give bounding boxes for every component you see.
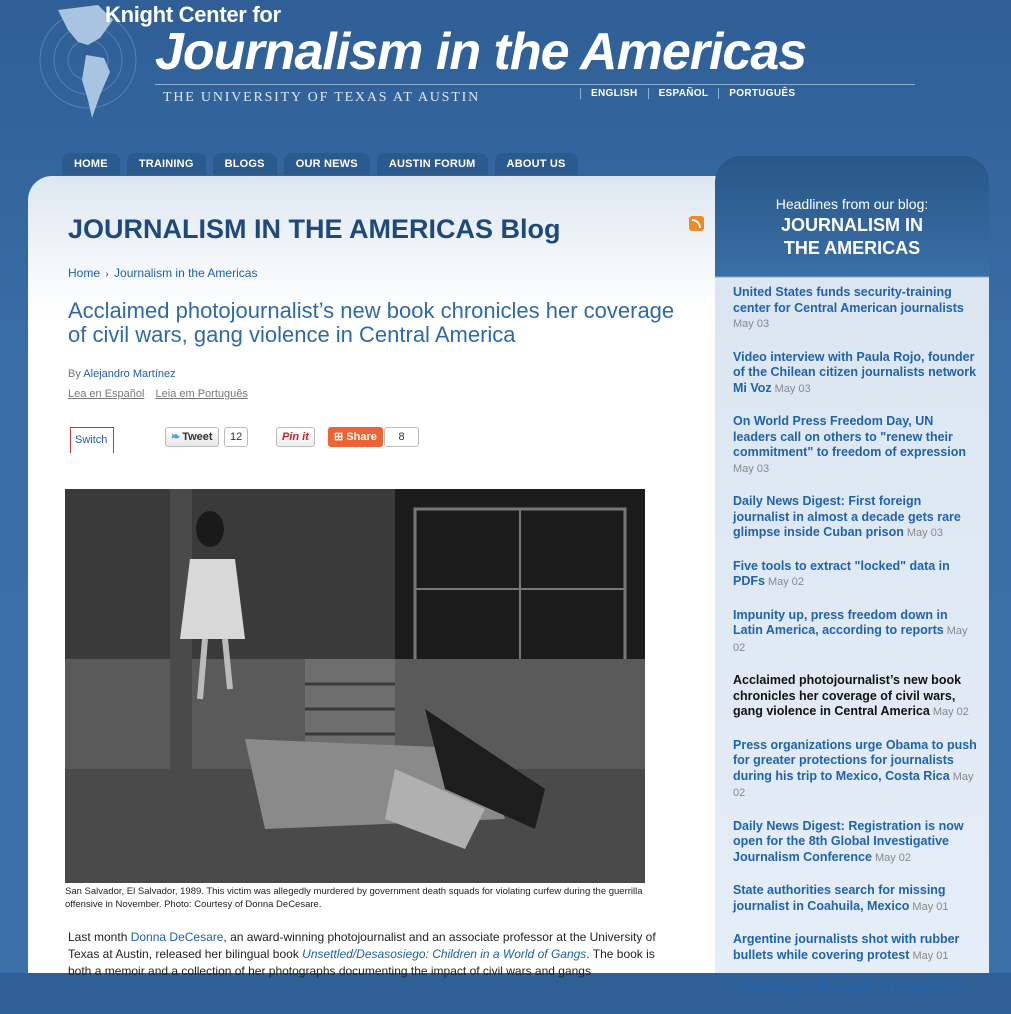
list-item[interactable] bbox=[733, 350, 979, 398]
social-bar bbox=[70, 427, 670, 457]
article-photo[interactable] bbox=[65, 489, 645, 883]
list-item[interactable] bbox=[733, 883, 979, 915]
article-headline: Acclaimed photojournalist’s new book chronicles her coverage of civil wars, gang violence in Central America bbox=[68, 298, 675, 347]
rss-icon[interactable] bbox=[689, 216, 704, 231]
site-header bbox=[0, 0, 1011, 150]
byline bbox=[68, 368, 176, 380]
list-item[interactable] bbox=[733, 494, 979, 542]
list-item[interactable] bbox=[733, 981, 979, 997]
author-link[interactable]: Alejandro Martínez bbox=[83, 368, 176, 380]
list-item[interactable] bbox=[733, 559, 979, 591]
nav-our-news[interactable]: OUR NEWS bbox=[284, 153, 370, 175]
site-title[interactable]: Journalism in the Americas bbox=[155, 23, 807, 81]
breadcrumb-home[interactable]: Home bbox=[68, 266, 101, 280]
headline-date: May 03 bbox=[906, 527, 943, 539]
nav-home[interactable]: HOME bbox=[62, 153, 120, 175]
headline-list bbox=[733, 285, 979, 1014]
pin-it-button[interactable]: Pin it bbox=[276, 427, 315, 447]
sidebar-heading-big: JOURNALISM IN THE AMERICAS bbox=[780, 215, 923, 258]
headlines-sidebar bbox=[715, 156, 989, 995]
headline-date: May 01 bbox=[912, 949, 949, 962]
headline-title[interactable]: Argentine journalists shot with rubber bullets while covering protest bbox=[733, 932, 960, 962]
headline-date: May 03 bbox=[733, 318, 770, 330]
link-portugues[interactable]: Leia em Português bbox=[155, 388, 248, 400]
site-subtitle: THE UNIVERSITY OF TEXAS AT AUSTIN bbox=[163, 90, 480, 105]
body-text-2: , an award-winning photojournalist and an associate professor at the University of Texas at Austin, released her bilingual book bbox=[68, 930, 656, 961]
headline-date: May 02 bbox=[874, 851, 912, 864]
share-label: Share bbox=[346, 431, 377, 443]
article-body bbox=[68, 929, 658, 980]
photo-caption: San Salvador, El Salvador, 1989. This victim was allegedly murdered by government death squads for violating curfew during the guerrilla offensive in November. Photo: Courtesy of Donna DeCesare. bbox=[65, 886, 643, 910]
headline-title[interactable]: Press organizations urge Obama to push for greater protections for journalists during his trip to Mexico, Costa Rica bbox=[733, 737, 977, 783]
headline-title[interactable]: Five tools to extract "locked" data in PDFs bbox=[733, 558, 950, 588]
list-item[interactable] bbox=[733, 285, 979, 333]
share-count: 8 bbox=[384, 427, 419, 447]
byline-prefix: By bbox=[68, 368, 81, 380]
sidebar-heading-small: Headlines from our blog: bbox=[775, 196, 929, 212]
breadcrumb bbox=[68, 266, 257, 280]
link-donna-decesare[interactable]: Donna DeCesare bbox=[130, 930, 224, 944]
link-book-title[interactable]: Unsettled/Desasosiego: Children in a World of Gangs bbox=[302, 947, 587, 961]
headline-date: May 01 bbox=[912, 900, 949, 913]
nav-blogs[interactable]: BLOGS bbox=[213, 153, 277, 175]
headline-title[interactable]: State authorities search for missing journalist in Coahuila, Mexico bbox=[733, 883, 946, 913]
headline-date: May 02 bbox=[733, 770, 974, 799]
nav-about-us[interactable]: ABOUT US bbox=[495, 153, 578, 175]
headline-date: May 02 bbox=[733, 625, 968, 654]
headline-title[interactable]: Daily News Digest: Registration is now open for the 8th Global Investigative Journalism Conference bbox=[733, 818, 964, 864]
list-item-current bbox=[733, 673, 979, 721]
blog-title: JOURNALISM IN THE AMERICAS Blog bbox=[68, 214, 561, 244]
lang-english[interactable]: ENGLISH bbox=[580, 88, 648, 99]
headline-date: May 02 bbox=[767, 576, 805, 588]
sidebar-heading bbox=[715, 196, 989, 260]
main-content bbox=[28, 176, 718, 978]
breadcrumb-section[interactable]: Journalism in the Americas bbox=[114, 266, 258, 280]
nav-austin-forum[interactable]: AUSTIN FORUM bbox=[377, 153, 488, 175]
tweet-button[interactable] bbox=[165, 427, 219, 447]
headline-title[interactable]: United States funds security-training center for Central American journalists bbox=[733, 285, 964, 315]
breadcrumb-separator: › bbox=[105, 269, 109, 280]
plus-icon: ⊞ bbox=[334, 431, 347, 443]
main-nav bbox=[62, 153, 578, 175]
headline-title[interactable]: Impunity up, press freedom down in Latin America, according to reports bbox=[733, 607, 948, 637]
headline-title[interactable]: Daily News Digest: First foreign journalist in almost a decade gets rare glimpse inside Cuban prison bbox=[733, 494, 961, 539]
knight-center-label: Knight Center for bbox=[105, 2, 281, 27]
headline-title[interactable]: On World Press Freedom Day, UN leaders call on others to "renew their commitment" to freedom of expression bbox=[733, 414, 967, 459]
twitter-bird-icon: ❧ bbox=[171, 431, 181, 443]
share-button[interactable] bbox=[328, 427, 383, 447]
tweet-count: 12 bbox=[224, 427, 248, 447]
link-espanol[interactable]: Lea en Español bbox=[68, 388, 145, 400]
header-divider bbox=[155, 84, 915, 85]
list-item[interactable] bbox=[733, 819, 979, 867]
language-switcher bbox=[578, 88, 805, 99]
list-item[interactable] bbox=[733, 608, 979, 657]
list-item[interactable] bbox=[733, 932, 979, 964]
switch-button[interactable]: Switch bbox=[70, 427, 114, 453]
headline-date: May 02 bbox=[932, 706, 969, 718]
headline-title[interactable]: “The killing is the result of a country in bbox=[733, 981, 965, 995]
headline-date: May 03 bbox=[733, 462, 770, 475]
headline-date: May 03 bbox=[774, 382, 811, 395]
list-item[interactable] bbox=[733, 414, 979, 477]
translation-links bbox=[68, 388, 256, 400]
list-item[interactable] bbox=[733, 738, 979, 802]
body-text-3: . The book is both a memoir and a collection of her photographs documenting the impact of civil wars and gangs bbox=[68, 947, 655, 978]
nav-training[interactable]: TRAINING bbox=[127, 153, 206, 175]
body-text-1: Last month bbox=[68, 930, 131, 944]
lang-portugues[interactable]: PORTUGUÊS bbox=[718, 88, 805, 99]
tweet-label: Tweet bbox=[182, 431, 213, 443]
headline-title[interactable]: Video interview with Paula Rojo, founder of the Chilean citizen journalists network Mi Voz bbox=[733, 349, 977, 395]
headline-title: Acclaimed photojournalist’s new book chronicles her coverage of civil wars, gang violence in Central America bbox=[733, 673, 962, 718]
lang-espanol[interactable]: ESPAÑOL bbox=[648, 88, 719, 99]
